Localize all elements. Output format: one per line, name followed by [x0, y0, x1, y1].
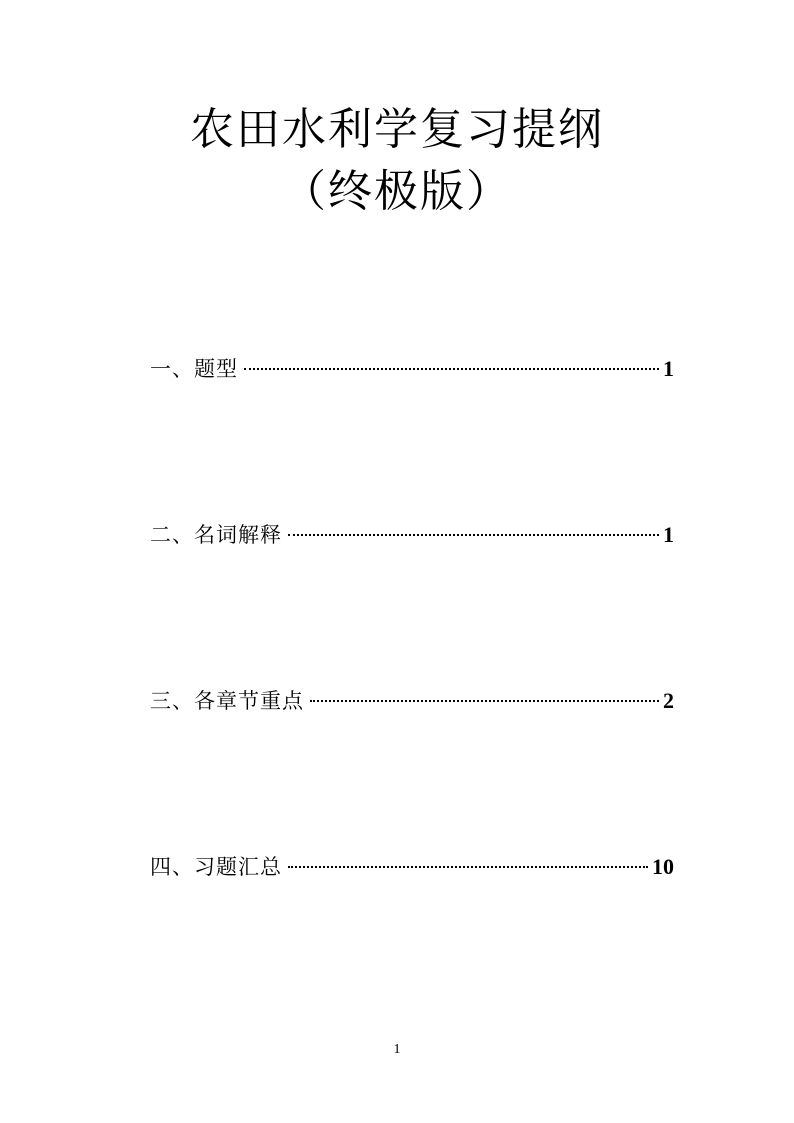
- document-subtitle: （终极版）: [282, 166, 512, 217]
- toc-entry-label: 二、名词解释: [150, 523, 282, 547]
- toc-entry-label: 三、各章节重点: [150, 689, 304, 713]
- toc-dot-leader: [288, 534, 659, 536]
- toc-entry-label: 四、习题汇总: [150, 855, 282, 879]
- toc-entry-page: 10: [652, 854, 674, 879]
- toc-entry-exercises[interactable]: [150, 852, 674, 882]
- toc-entry-label: 一、题型: [150, 357, 238, 381]
- page-number: 1: [393, 1042, 401, 1057]
- toc-entry-page: 1: [663, 522, 674, 547]
- toc-entry-page: 2: [663, 688, 674, 713]
- toc-dot-leader: [244, 368, 659, 370]
- toc-entry-chapter-highlights[interactable]: [150, 686, 674, 716]
- toc-entry-page: 1: [663, 356, 674, 381]
- toc-entry-terms[interactable]: [150, 520, 674, 550]
- toc-dot-leader: [288, 866, 648, 868]
- toc-entry-question-types[interactable]: [150, 354, 674, 384]
- toc-dot-leader: [310, 700, 659, 702]
- document-title: 农田水利学复习提纲: [190, 104, 604, 155]
